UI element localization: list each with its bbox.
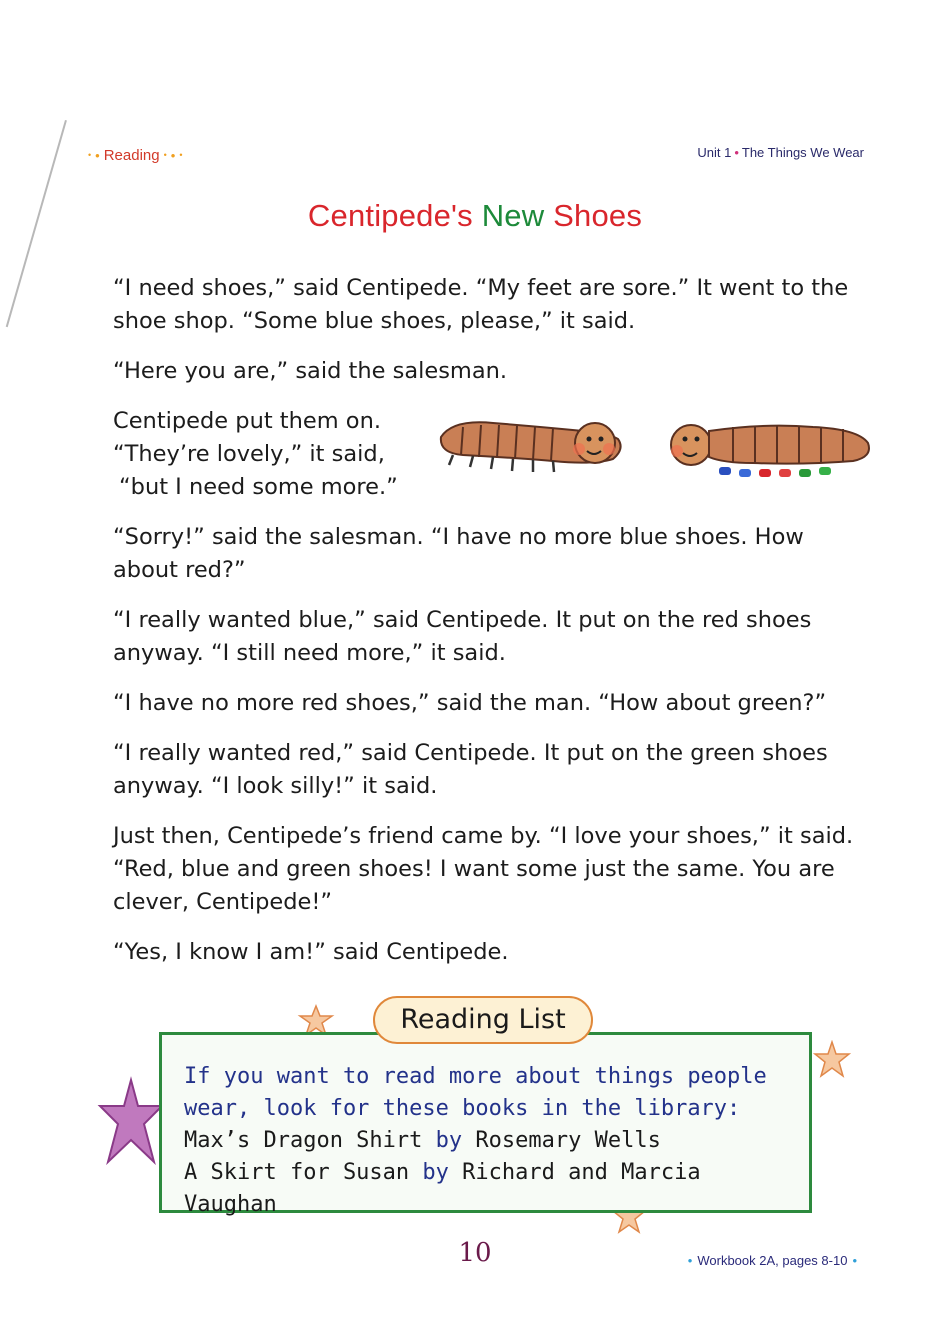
story-paragraph: “I really wanted red,” said Centipede. It put on the green shoes anyway. “I look silly!” it said. <box>113 740 828 799</box>
unit-title: The Things We Wear <box>741 145 864 160</box>
bullet-dot: • <box>852 1253 857 1268</box>
book-entry <box>184 1125 804 1157</box>
story-line: “but I need some more.” <box>119 474 398 500</box>
story-paragraph: “Yes, I know I am!” said Centipede. <box>113 939 509 965</box>
book-title: Max’s Dragon Shirt <box>184 1128 423 1153</box>
story-paragraph: “I have no more red shoes,” said the man. “How about green?” <box>113 690 827 716</box>
separator-dot: • <box>734 145 739 160</box>
decor-dot: • <box>88 149 92 160</box>
reading-list-box <box>159 1032 812 1217</box>
book-entry <box>184 1157 804 1221</box>
story-paragraph: Just then, Centipede’s friend came by. “I love your shoes,” it said. “Red, blue and green shoes! I want some just the same. You are clever, Centipede!” <box>113 823 854 915</box>
decor-dot: • <box>170 147 176 163</box>
story-paragraph: “I need shoes,” said Centipede. “My feet are sore.” It went to the shoe shop. “Some blue shoes, please,” it said. <box>113 275 849 334</box>
title-word: Shoes <box>553 198 643 233</box>
story-line: “They’re lovely,” it said, <box>113 441 385 467</box>
reading-list-intro: If you want to read more about things people <box>184 1064 767 1089</box>
book-by: by <box>435 1128 463 1153</box>
decor-dot: • <box>95 147 100 163</box>
story-paragraph: “Here you are,” said the salesman. <box>113 358 508 384</box>
page-title <box>0 198 950 234</box>
reading-list-intro: wear, look for these books in the library: <box>184 1096 741 1121</box>
story-line: Centipede put them on. <box>113 408 381 434</box>
title-word: Centipede's <box>307 198 473 233</box>
title-word: New <box>481 198 545 233</box>
story-paragraph-with-illustration <box>113 405 873 521</box>
book-by: by <box>422 1160 449 1185</box>
bullet-dot: • <box>687 1253 693 1268</box>
story-paragraph: “Sorry!” said the salesman. “I have no more blue shoes. How about red?” <box>113 524 804 583</box>
centipede-left-illustration <box>441 422 621 472</box>
book-author: Richard and Marcia Vaughan <box>184 1160 701 1217</box>
star-icon <box>96 1076 166 1168</box>
centipede-right-illustration <box>671 425 869 477</box>
book-author: Rosemary Wells <box>475 1128 661 1153</box>
unit-number: Unit 1 <box>697 145 732 160</box>
decor-dot: • <box>163 149 167 160</box>
page-number: 10 <box>458 1238 492 1268</box>
reading-list-text <box>184 1061 804 1221</box>
workbook-reference <box>683 1253 862 1268</box>
section-label: Reading <box>103 146 160 164</box>
unit-heading <box>697 145 864 160</box>
story-text <box>113 272 873 986</box>
decor-dot: • <box>179 149 183 160</box>
workbook-pages: Workbook 2A, pages 8-10 <box>697 1253 848 1268</box>
story-paragraph: “I really wanted blue,” said Centipede. It put on the red shoes anyway. “I still need more,” it said. <box>113 607 812 666</box>
book-title: A Skirt for Susan <box>184 1160 410 1185</box>
reading-list-title: Reading List <box>373 996 593 1044</box>
star-icon <box>812 1040 852 1080</box>
story-paragraph <box>113 405 433 504</box>
centipedes-illustration <box>433 409 873 489</box>
section-tag <box>88 143 182 167</box>
